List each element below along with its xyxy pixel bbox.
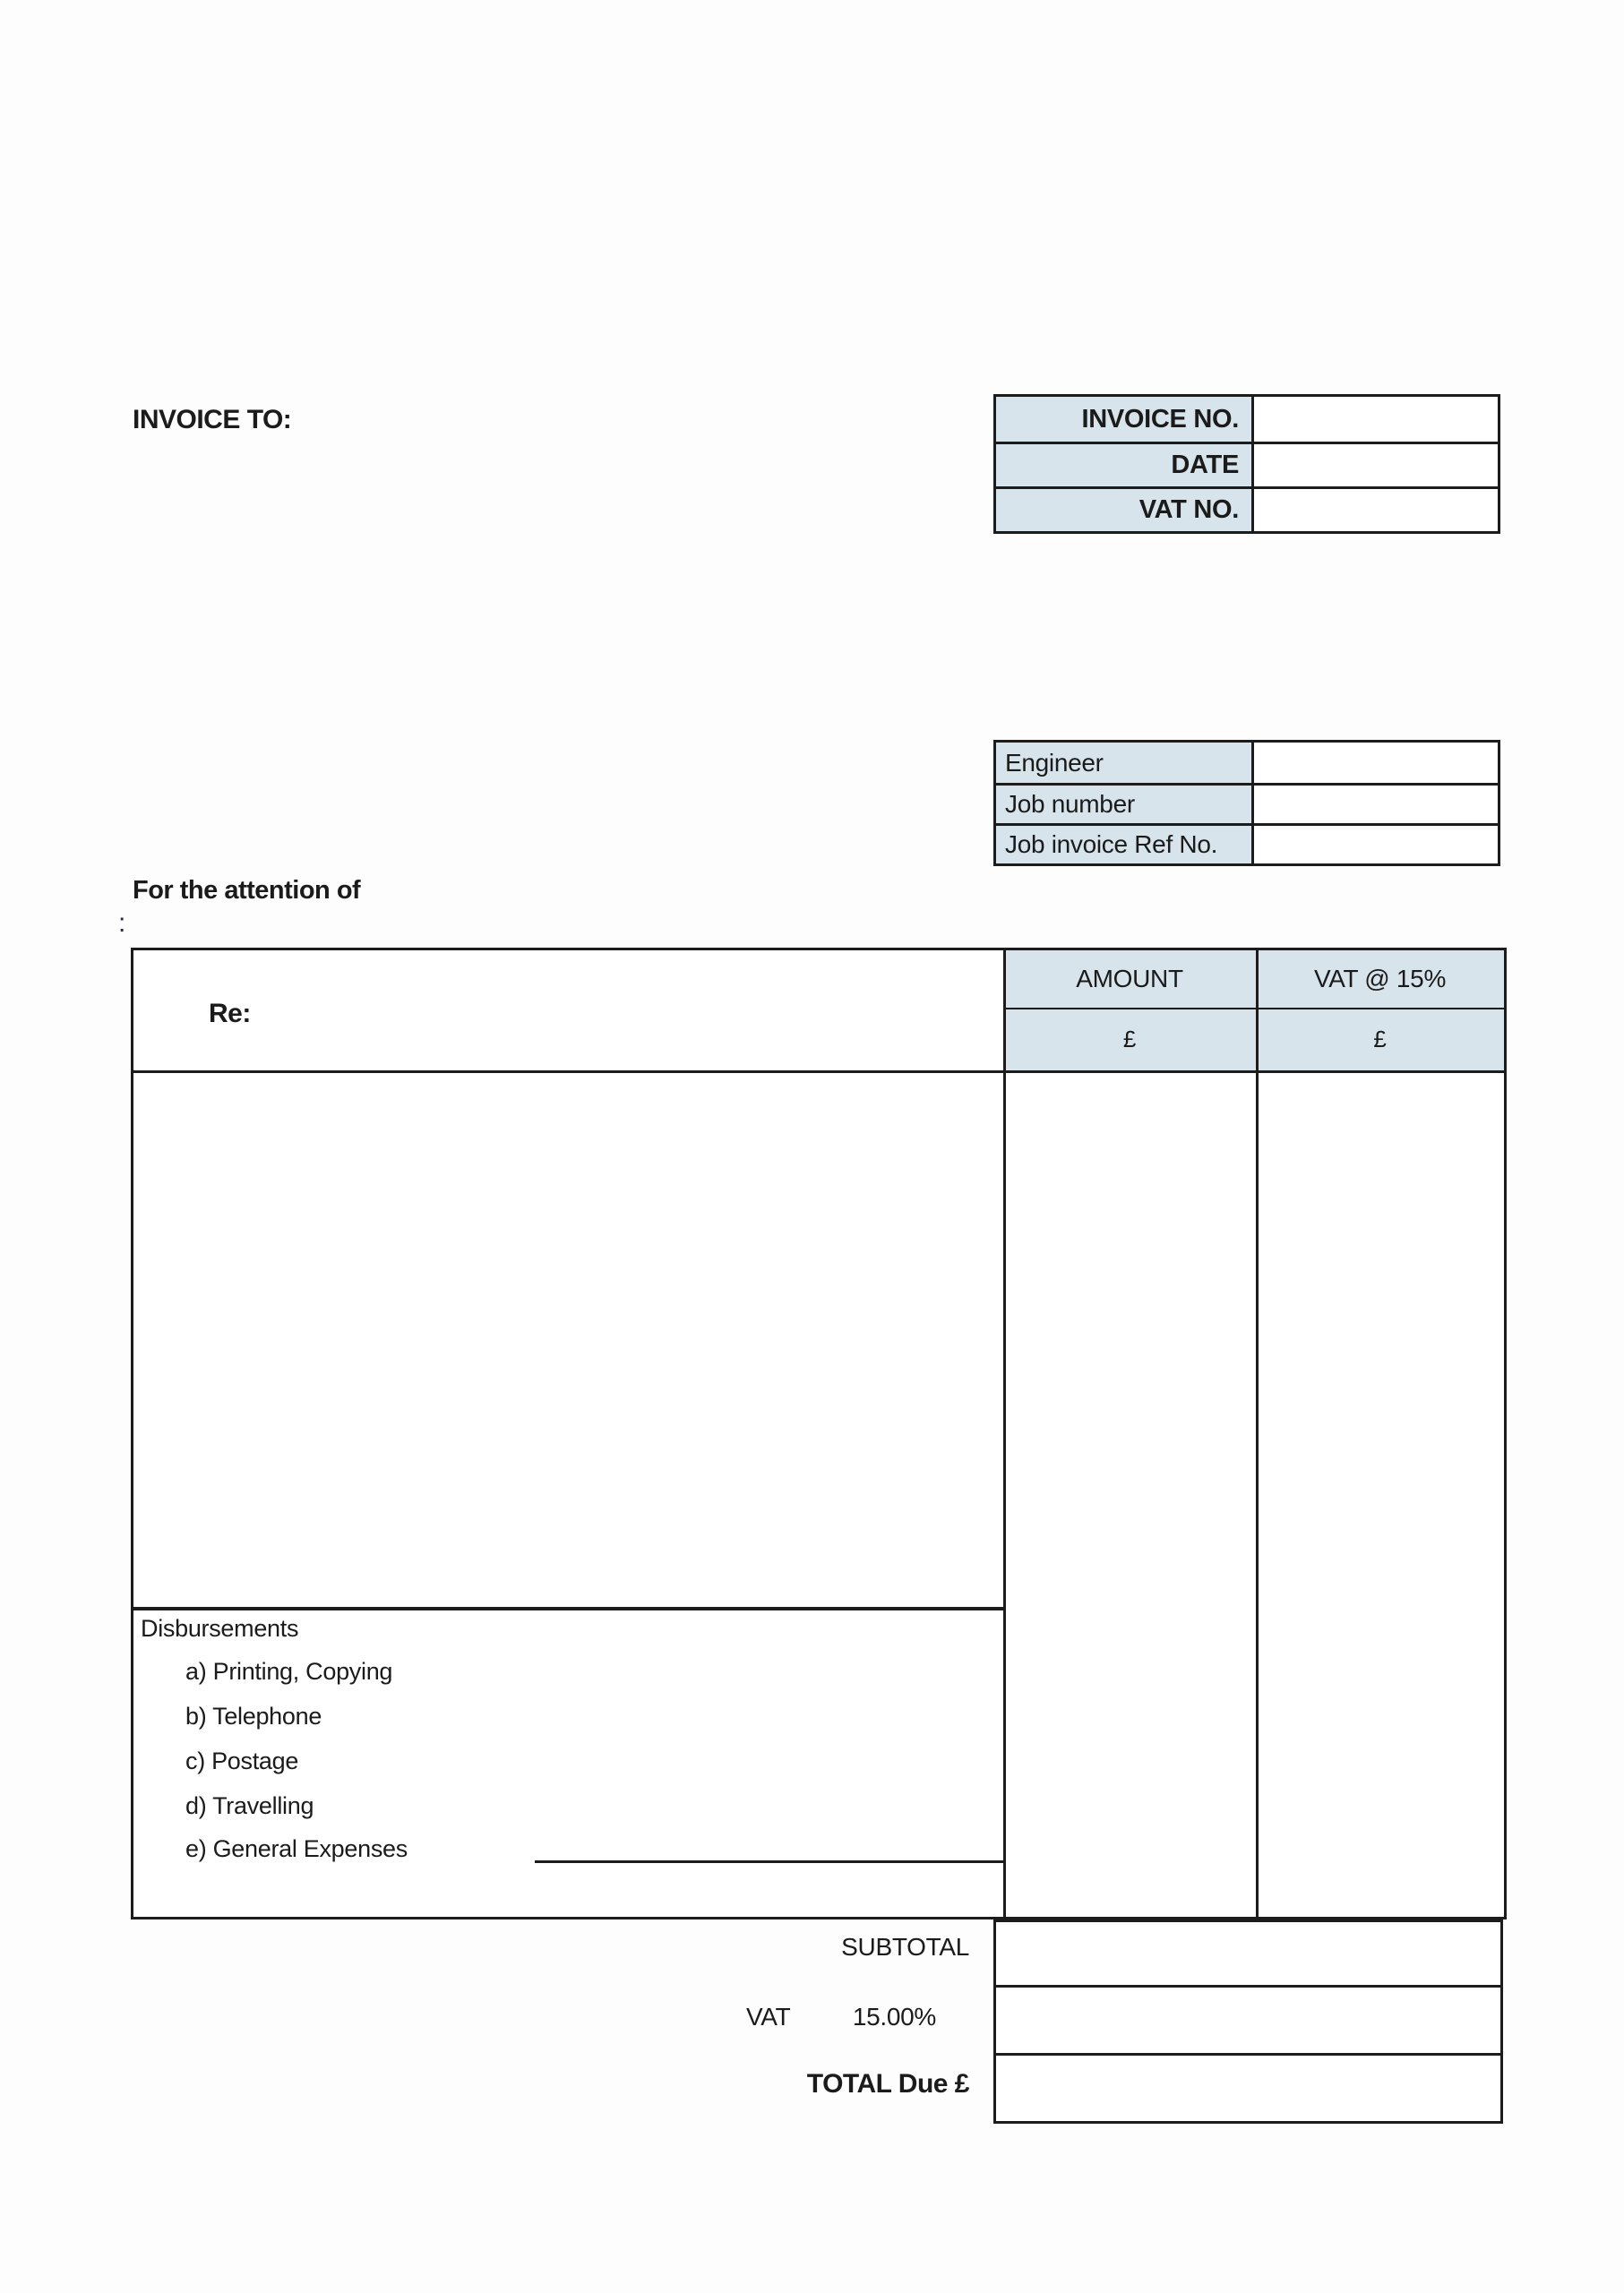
vat-column-divider: [1256, 950, 1259, 1917]
disbursement-underline: [535, 1860, 1003, 1863]
total-due-value-box[interactable]: [993, 2053, 1503, 2124]
vat-total-row: [746, 2003, 936, 2031]
totals-section: [993, 1919, 1503, 2124]
disbursement-item-general-expenses: e) General Expenses: [185, 1835, 408, 1862]
job-number-value-cell[interactable]: [1254, 786, 1498, 823]
disbursement-item-postage: c) Postage: [185, 1748, 299, 1774]
invoice-to-label: INVOICE TO:: [133, 405, 292, 434]
job-meta-table: [993, 740, 1500, 866]
amount-currency-cell: £: [1122, 1025, 1137, 1052]
vat-value-box[interactable]: [993, 1985, 1503, 2056]
vat-no-row: [996, 486, 1498, 531]
description-area[interactable]: [133, 1073, 1003, 1607]
invoice-meta-table: [993, 394, 1500, 534]
invoice-no-value-cell[interactable]: [1254, 397, 1498, 442]
job-invoice-ref-value-cell[interactable]: [1254, 826, 1498, 863]
vat-body-cell[interactable]: [1256, 1073, 1504, 1917]
vat-label: VAT: [746, 2003, 791, 2031]
amount-body-cell[interactable]: [1003, 1073, 1256, 1917]
engineer-label: Engineer: [996, 743, 1254, 783]
disbursements-title: Disbursements: [141, 1615, 299, 1642]
engineer-value-cell[interactable]: [1254, 743, 1498, 783]
disbursement-item-printing: a) Printing, Copying: [185, 1658, 393, 1685]
invoice-no-label: INVOICE NO.: [996, 397, 1254, 442]
amount-column-divider: [1003, 950, 1006, 1917]
vat-column-header: VAT @ 15%: [1313, 965, 1447, 992]
job-number-row: [996, 783, 1498, 823]
header-bottom-rule: [133, 1070, 1504, 1073]
job-invoice-ref-label: Job invoice Ref No.: [996, 826, 1254, 863]
disbursement-item-telephone: b) Telephone: [185, 1703, 322, 1730]
re-label: Re:: [209, 999, 251, 1028]
disbursement-item-travelling: d) Travelling: [185, 1792, 314, 1819]
vat-currency-cell: £: [1373, 1025, 1387, 1052]
date-row: [996, 442, 1498, 486]
disbursements-divider-rule: [133, 1607, 1006, 1610]
amount-column-header: AMOUNT: [1076, 965, 1183, 992]
job-number-label: Job number: [996, 786, 1254, 823]
job-invoice-ref-row: [996, 823, 1498, 863]
engineer-row: [996, 743, 1498, 783]
total-due-label: TOTAL Due £: [806, 2069, 969, 2099]
date-value-cell[interactable]: [1254, 444, 1498, 486]
main-invoice-table: [131, 948, 1507, 1919]
vat-no-value-cell[interactable]: [1254, 489, 1498, 531]
date-label: DATE: [996, 444, 1254, 486]
subtotal-value-box[interactable]: [993, 1919, 1503, 1988]
header-mid-rule: [1003, 1008, 1504, 1009]
vat-rate: 15.00%: [852, 2003, 936, 2031]
subtotal-label: SUBTOTAL: [841, 1933, 969, 1961]
attention-colon: :: [118, 908, 126, 938]
vat-no-label: VAT NO.: [996, 489, 1254, 531]
invoice-no-row: [996, 397, 1498, 442]
attention-label: For the attention of: [133, 876, 361, 905]
